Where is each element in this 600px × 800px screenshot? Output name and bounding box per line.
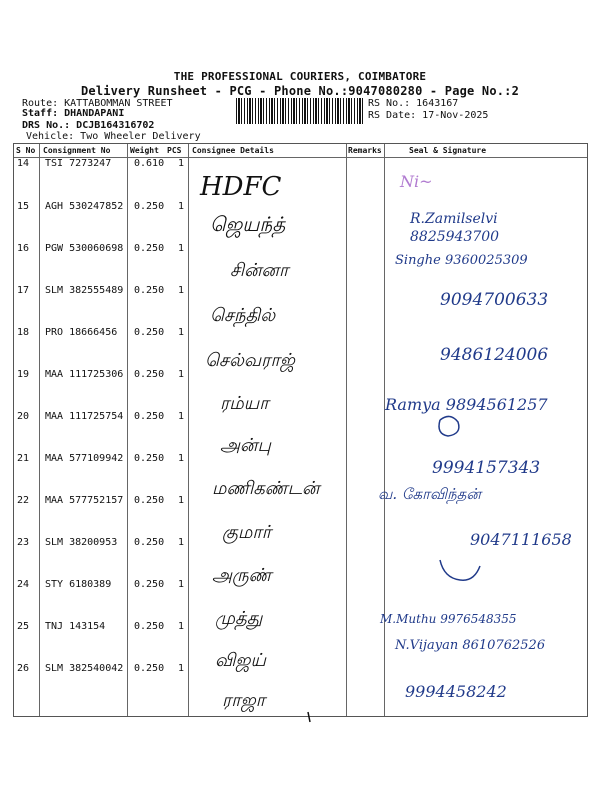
row-consignment: AGH 530247852 <box>45 201 124 212</box>
row-weight: 0.250 <box>134 285 165 296</box>
row-sno: 15 <box>17 201 30 212</box>
row-consignment: TNJ 143154 <box>45 621 106 632</box>
row-consignee: விஜய் <box>215 650 266 671</box>
row-weight: 0.250 <box>134 663 165 674</box>
row-consignment: MAA 111725754 <box>45 411 124 422</box>
row-sno: 25 <box>17 621 30 632</box>
column-header-consignment: Consignment No <box>43 146 111 155</box>
row-pcs: 1 <box>178 158 185 169</box>
row-signature: 9486124006 <box>440 345 549 365</box>
column-header-sno: S No <box>16 146 36 155</box>
row-consignee: செந்தில் <box>210 305 276 326</box>
row-consignment: STY 6180389 <box>45 579 112 590</box>
row-consignment: TSI 7273247 <box>45 158 112 169</box>
row-weight: 0.250 <box>134 411 165 422</box>
row-sno: 14 <box>17 158 30 169</box>
circled-mark <box>439 416 459 436</box>
row-weight: 0.250 <box>134 537 165 548</box>
row-signature: Singhe 9360025309 <box>395 253 528 268</box>
row-weight: 0.250 <box>134 243 165 254</box>
row-consignee: குமார் <box>222 522 272 543</box>
row-signature: Ramya 9894561257 <box>385 395 548 414</box>
row-consignee: சின்னா <box>230 260 289 281</box>
row-consignment: PRO 18666456 <box>45 327 118 338</box>
row-consignment: SLM 382555489 <box>45 285 124 296</box>
row-sno: 18 <box>17 327 30 338</box>
row-weight: 0.250 <box>134 621 165 632</box>
row-weight: 0.610 <box>134 158 165 169</box>
row-weight: 0.250 <box>134 579 165 590</box>
row-consignment: SLM 382540042 <box>45 663 124 674</box>
column-header-remarks: Remarks <box>348 146 382 155</box>
row-pcs: 1 <box>178 621 185 632</box>
row-pcs: 1 <box>178 663 185 674</box>
row-consignment: PGW 530060698 <box>45 243 124 254</box>
row-signature: M.Muthu 9976548355 <box>380 612 517 626</box>
row-consignee: அருண் <box>212 565 272 586</box>
document-title: THE PROFESSIONAL COURIERS, COIMBATORE <box>173 70 427 83</box>
row-sno: 19 <box>17 369 30 380</box>
rs-date: RS Date: 17-Nov-2025 <box>368 110 489 121</box>
row-sno: 26 <box>17 663 30 674</box>
row-pcs: 1 <box>178 285 185 296</box>
row-weight: 0.250 <box>134 453 165 464</box>
row-consignment: MAA 111725306 <box>45 369 124 380</box>
row-signature: N.Vijayan 8610762526 <box>395 638 546 653</box>
row-weight: 0.250 <box>134 327 165 338</box>
row-consignment: MAA 577109942 <box>45 453 124 464</box>
row-sno: 16 <box>17 243 30 254</box>
row-sno: 21 <box>17 453 30 464</box>
row-sno: 24 <box>17 579 30 590</box>
staff-label: Staff: DHANDAPANI <box>22 108 125 119</box>
row-consignee: ராஜா <box>222 690 266 711</box>
row-weight: 0.250 <box>134 495 165 506</box>
row-pcs: 1 <box>178 201 185 212</box>
rs-number: RS No.: 1643167 <box>368 98 459 109</box>
route-label: Route: KATTABOMMAN STREET <box>22 98 173 109</box>
row-pcs: 1 <box>178 411 185 422</box>
row-pcs: 1 <box>178 369 185 380</box>
row-sno: 17 <box>17 285 30 296</box>
column-header-weight: Weight <box>130 146 159 155</box>
row-pcs: 1 <box>178 537 185 548</box>
row-consignee: செல்வராஜ் <box>205 350 295 371</box>
row-consignment: SLM 38200953 <box>45 537 118 548</box>
row-signature: 9094700633 <box>440 290 549 310</box>
column-header-seal-signature: Seal & Signature <box>409 146 487 155</box>
row-signature: R.Zamilselvi 8825943700 <box>410 211 500 245</box>
row-consignee: மணிகண்டன் <box>212 478 320 499</box>
row-pcs: 1 <box>178 495 185 506</box>
row-sno: 23 <box>17 537 30 548</box>
checkmark-scribble <box>440 560 480 580</box>
row-pcs: 1 <box>178 579 185 590</box>
document-subtitle: Delivery Runsheet - PCG - Phone No.:9047080280 - Page No.:2 <box>80 84 520 98</box>
row-consignee: ரம்யா <box>220 393 269 414</box>
row-pcs: 1 <box>178 243 185 254</box>
row-signature: 9994458242 <box>405 682 507 701</box>
row-pcs: 1 <box>178 327 185 338</box>
row-signature: வ. கோவிந்தன் <box>378 485 481 503</box>
row-consignee: முத்து <box>215 608 263 629</box>
row-sno: 22 <box>17 495 30 506</box>
column-header-consignee: Consignee Details <box>192 146 274 155</box>
row-signature: 9994157343 <box>432 458 541 478</box>
vehicle-label: Vehicle: Two Wheeler Delivery <box>26 131 201 142</box>
row-consignee: அன்பு <box>220 435 271 456</box>
row-consignment: MAA 577752157 <box>45 495 124 506</box>
column-header-pcs: PCS <box>167 146 182 155</box>
row-sno: 20 <box>17 411 30 422</box>
row-pcs: 1 <box>178 453 185 464</box>
row-consignee: HDFC <box>200 172 282 202</box>
drs-label: DRS No.: DCJB164316702 <box>22 120 155 131</box>
row-weight: 0.250 <box>134 369 165 380</box>
row-weight: 0.250 <box>134 201 165 212</box>
row-signature: 9047111658 <box>470 530 572 549</box>
row-consignee: ஜெயந்த் <box>210 212 286 236</box>
pen-tick <box>308 712 310 722</box>
row-signature: Ni~ <box>400 172 433 191</box>
